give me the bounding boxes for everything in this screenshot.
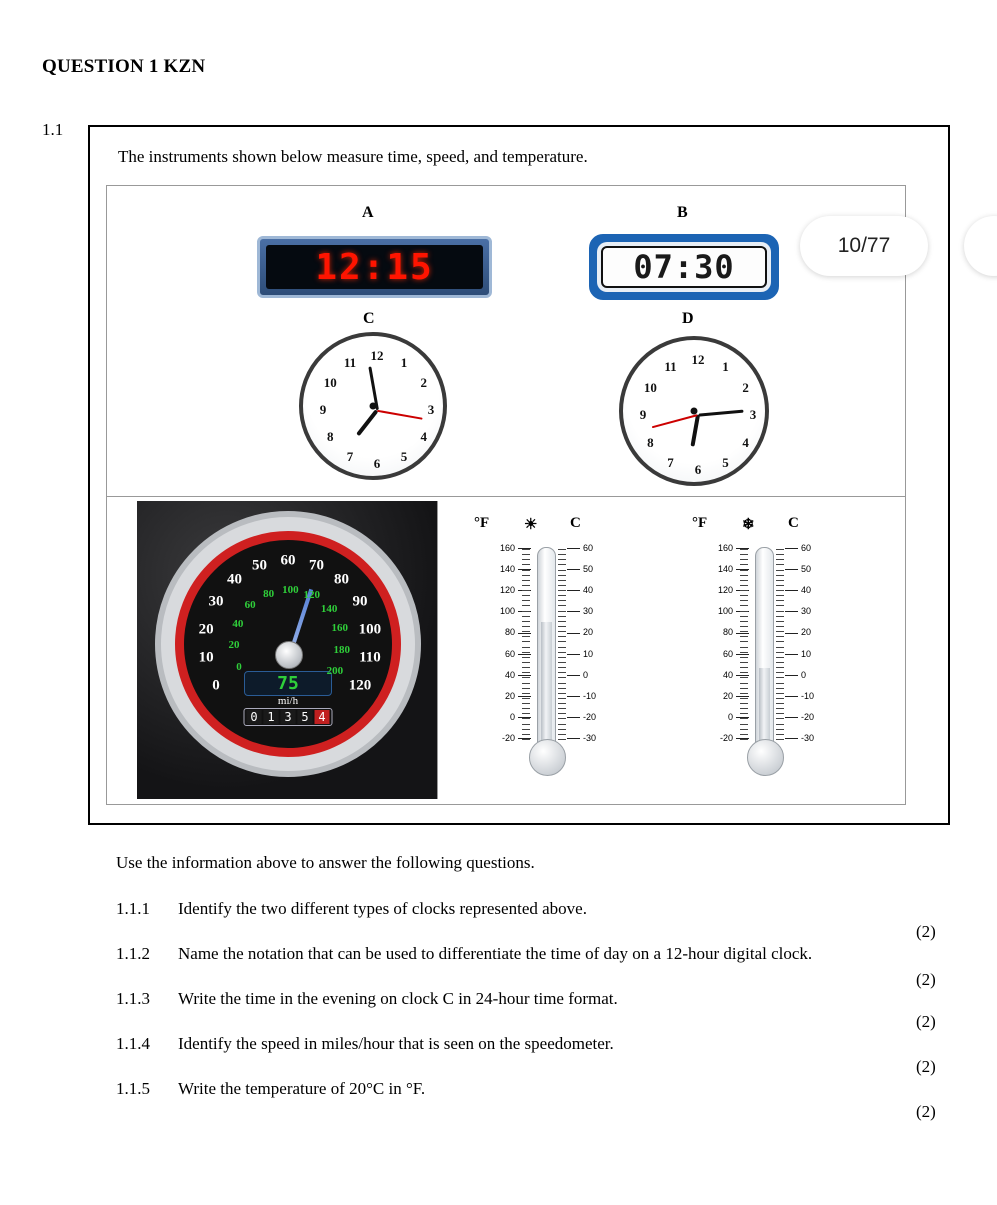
digital-clock-b (589, 234, 779, 300)
thermometer-minor-tick (776, 631, 784, 632)
clock-minute-hand (698, 410, 743, 417)
thermometer-minor-tick (776, 559, 784, 560)
odometer-digit: 4 (315, 710, 330, 724)
thermometer-minor-tick (776, 667, 784, 668)
thermometer-minor-tick (740, 724, 748, 725)
thermometer-minor-tick (740, 708, 748, 709)
clock-d-center (691, 408, 698, 415)
thermometer-minor-tick (522, 703, 530, 704)
clock-label-c: C (363, 310, 375, 327)
thermometer-minor-tick (558, 718, 566, 719)
thermometer-warm-header (452, 515, 662, 541)
thermometer-minor-tick (522, 734, 530, 735)
speedometer-mph-label: 40 (227, 571, 243, 588)
clock-hour-number: 9 (319, 402, 327, 417)
question-item-text: Name the notation that can be used to differentiate the time of day on a 12-hour digital clock. (178, 943, 813, 963)
thermometer-minor-tick (740, 616, 748, 617)
speedometer-kmh-label: 140 (320, 602, 338, 615)
question-item-marks: (2) (916, 1056, 936, 1076)
speedometer-face (175, 531, 401, 757)
thermometer-minor-tick (776, 647, 784, 648)
thermometer-minor-tick (558, 698, 566, 699)
question-item-text: Write the temperature of 20°C in °F. (178, 1078, 426, 1098)
thermometer-minor-tick (558, 677, 566, 678)
thermometer-minor-tick (776, 688, 784, 689)
box-intro-text: The instruments shown below measure time, speed, and temperature. (118, 147, 588, 166)
thermometer-minor-tick (558, 734, 566, 735)
odometer-digit: 3 (281, 710, 296, 724)
thermometer-minor-tick (776, 621, 784, 622)
thermometer-minor-tick (522, 672, 530, 673)
speedometer-kmh-label: 180 (333, 644, 350, 657)
thermometer-minor-tick (740, 734, 748, 735)
clock-hour-number: 1 (722, 359, 729, 375)
thermometer-minor-tick (522, 590, 530, 591)
thermometer-minor-tick (776, 672, 784, 673)
speedometer-kmh-label: 100 (282, 583, 299, 596)
thermometer-warm-bulb (529, 739, 566, 776)
speedometer-mph-label: 90 (352, 593, 368, 610)
clock-hour-number: 2 (742, 379, 749, 395)
page-indicator[interactable]: 10/77 (800, 216, 928, 276)
thermometer-cold (670, 515, 880, 785)
digital-clock-a-screen (266, 245, 483, 289)
thermometer-minor-tick (776, 600, 784, 601)
thermometer-minor-tick (740, 647, 748, 648)
clock-hour-number: 10 (643, 379, 657, 395)
thermometer-minor-tick (522, 554, 530, 555)
clock-hour-number: 10 (323, 375, 337, 390)
odometer (244, 708, 333, 726)
question-list (116, 898, 956, 1123)
instruments-row (107, 496, 905, 804)
speedometer-mph-label: 20 (198, 621, 214, 638)
speedometer-kmh-label: 160 (331, 622, 348, 635)
thermometer-minor-tick (558, 580, 566, 581)
thermometer-minor-tick (522, 739, 530, 740)
thermometer-minor-tick (740, 575, 748, 576)
thermometer-minor-tick (776, 713, 784, 714)
thermometer-minor-tick (740, 729, 748, 730)
thermometer-minor-tick (522, 713, 530, 714)
clock-hour-number: 6 (373, 456, 381, 471)
thermometer-minor-tick (776, 708, 784, 709)
thermometer-minor-tick (558, 549, 566, 550)
thermometer-cold-tube (755, 547, 774, 743)
clock-a-time: 12:15 (315, 246, 434, 288)
thermometer-minor-tick (740, 688, 748, 689)
thermometer-minor-tick (522, 693, 530, 694)
thermometer-minor-tick (522, 688, 530, 689)
thermometer-minor-tick (558, 688, 566, 689)
speedometer-kmh-label: 200 (326, 665, 344, 678)
question-item (116, 943, 956, 989)
thermometer-minor-tick (740, 657, 748, 658)
thermometer-minor-tick (776, 724, 784, 725)
thermometer-minor-tick (740, 585, 748, 586)
page-title: QUESTION 1 KZN (42, 56, 206, 77)
question-item (116, 1078, 956, 1121)
thermometer-minor-tick (740, 621, 748, 622)
speedometer-hub (275, 641, 303, 669)
thermometer-minor-tick (776, 580, 784, 581)
thermometer-minor-tick (558, 683, 566, 684)
question-number: 1.1 (42, 120, 64, 139)
question-item-number: 1.1.4 (116, 1033, 150, 1053)
thermometer-minor-tick (522, 605, 530, 606)
thermometer-minor-tick (776, 641, 784, 642)
thermometer-minor-tick (740, 605, 748, 606)
thermometer-minor-tick (776, 575, 784, 576)
thermometer-cold-bulb (747, 739, 784, 776)
thermometer-minor-tick (558, 590, 566, 591)
thermometer-warm (452, 515, 662, 785)
clock-hour-number: 12 (691, 352, 705, 367)
thermometer-minor-tick (740, 595, 748, 596)
clock-label-a: A (362, 204, 374, 221)
speedometer-kmh-label: 40 (232, 617, 244, 630)
thermometer-warm-tube (537, 547, 556, 743)
thermometer-minor-tick (740, 580, 748, 581)
speedometer-mph-label: 30 (208, 593, 224, 610)
thermometer-minor-tick (522, 626, 530, 627)
thermometer-minor-tick (558, 595, 566, 596)
thermometer-minor-tick (776, 729, 784, 730)
thermometer-minor-tick (522, 647, 530, 648)
speedometer-mph-label: 0 (212, 677, 220, 694)
clock-hour-number: 6 (694, 462, 702, 477)
thermometer-minor-tick (740, 636, 748, 637)
thermometer-minor-tick (522, 662, 530, 663)
speedometer-readout: 75 (244, 671, 332, 696)
question-item-text: Identify the speed in miles/hour that is seen on the speedometer. (178, 1033, 614, 1053)
thermometer-minor-tick (740, 667, 748, 668)
snowflake-icon: ❄ (742, 517, 755, 533)
thermometer-warm-f-label: °F (474, 515, 490, 531)
thermometer-minor-tick (558, 585, 566, 586)
clock-hour-number: 5 (722, 454, 729, 470)
thermometer-minor-tick (522, 724, 530, 725)
thermometer-cold-f-label: °F (692, 515, 708, 531)
analog-clock-d (619, 336, 769, 486)
thermometer-minor-tick (522, 570, 530, 571)
thermometer-minor-tick (558, 713, 566, 714)
clock-hour-number: 9 (639, 407, 647, 422)
clock-hour-number: 7 (346, 448, 354, 464)
thermometer-cold-header (670, 515, 880, 541)
thermometer-minor-tick (776, 595, 784, 596)
figure-frame (106, 185, 906, 805)
thermometer-minor-tick (558, 662, 566, 663)
clock-hour-number: 4 (420, 429, 427, 444)
thermometer-minor-tick (740, 683, 748, 684)
thermometer-minor-tick (740, 713, 748, 714)
thermometer-panel (437, 501, 905, 799)
thermometer-minor-tick (558, 708, 566, 709)
thermometer-minor-tick (740, 677, 748, 678)
clock-hour-number: 1 (400, 355, 408, 371)
clock-hour-number: 4 (742, 434, 749, 450)
thermometer-minor-tick (776, 605, 784, 606)
speedometer-mph-label: 10 (198, 649, 214, 666)
thermometer-minor-tick (740, 662, 748, 663)
thermometer-minor-tick (522, 641, 530, 642)
speedometer-kmh-label: 20 (228, 639, 240, 652)
thermometer-minor-tick (740, 718, 748, 719)
thermometer-minor-tick (776, 626, 784, 627)
thermometer-minor-tick (558, 703, 566, 704)
question-item (116, 898, 956, 941)
odometer-digit: 5 (298, 710, 313, 724)
digital-clock-b-screen (601, 246, 767, 288)
thermometer-minor-tick (522, 600, 530, 601)
clock-label-b: B (677, 204, 688, 221)
thermometer-minor-tick (740, 549, 748, 550)
thermometer-minor-tick (740, 698, 748, 699)
thermometer-minor-tick (522, 575, 530, 576)
thermometer-minor-tick (558, 652, 566, 653)
thermometer-cold-c-label: C (788, 515, 799, 531)
question-item (116, 988, 956, 1031)
speedometer-kmh-label: 0 (236, 660, 242, 673)
speedometer-mph-label: 70 (308, 557, 324, 574)
clock-hour-number: 8 (326, 429, 334, 444)
thermometer-minor-tick (522, 611, 530, 612)
speedometer-mph-label: 60 (280, 552, 296, 569)
speedometer-kmh-label: 120 (303, 589, 320, 602)
thermometer-minor-tick (522, 677, 530, 678)
clock-hour-hand (690, 415, 699, 447)
digital-clock-b-bezel (597, 242, 771, 292)
speedometer-panel (137, 501, 437, 799)
question-item-number: 1.1.5 (116, 1078, 150, 1098)
thermometer-minor-tick (558, 636, 566, 637)
thermometer-minor-tick (522, 718, 530, 719)
thermometer-minor-tick (740, 631, 748, 632)
speedometer-mph-label: 50 (252, 557, 268, 574)
thermometer-minor-tick (522, 652, 530, 653)
odometer-digit: 1 (264, 710, 279, 724)
clock-hour-number: 3 (749, 407, 757, 422)
use-info-text: Use the information above to answer the following questions. (116, 853, 535, 872)
speedometer-unit: mi/h (277, 694, 299, 707)
thermometer-minor-tick (558, 575, 566, 576)
analog-clock-c (299, 332, 447, 480)
thermometer-minor-tick (522, 667, 530, 668)
thermometer-minor-tick (558, 626, 566, 627)
question-item-text: Identify the two different types of clocks represented above. (178, 899, 587, 918)
thermometer-minor-tick (776, 683, 784, 684)
thermometer-minor-tick (558, 616, 566, 617)
thermometer-minor-tick (740, 590, 748, 591)
thermometer-minor-tick (740, 600, 748, 601)
thermometer-minor-tick (522, 708, 530, 709)
question-item-marks: (2) (916, 1101, 936, 1121)
thermometer-minor-tick (776, 564, 784, 565)
thermometer-minor-tick (776, 549, 784, 550)
speedometer-mph-label: 80 (333, 571, 349, 588)
thermometer-minor-tick (558, 724, 566, 725)
thermometer-minor-tick (776, 554, 784, 555)
question-item-number: 1.1.1 (116, 899, 150, 918)
thermometer-minor-tick (740, 554, 748, 555)
clock-hour-number: 2 (420, 375, 427, 390)
clock-hour-number: 11 (343, 355, 357, 371)
thermometer-minor-tick (522, 580, 530, 581)
question-item-marks: (2) (916, 921, 936, 941)
thermometer-warm-mercury (541, 622, 552, 742)
thermometer-minor-tick (776, 616, 784, 617)
sun-icon: ☀ (524, 517, 538, 533)
clock-hour-number: 12 (370, 348, 384, 363)
thermometer-minor-tick (740, 564, 748, 565)
thermometer-minor-tick (776, 585, 784, 586)
thermometer-minor-tick (558, 570, 566, 571)
thermometer-minor-tick (558, 600, 566, 601)
clock-second-hand (377, 409, 423, 419)
thermometer-minor-tick (558, 554, 566, 555)
thermometer-minor-tick (558, 621, 566, 622)
thermometer-minor-tick (776, 718, 784, 719)
thermometer-minor-tick (522, 585, 530, 586)
clock-hour-number: 3 (427, 402, 435, 417)
digital-clock-a (257, 236, 492, 298)
thermometer-minor-tick (558, 693, 566, 694)
question-item-text: Write the time in the evening on clock C in 24-hour time format. (178, 988, 618, 1008)
thermometer-minor-tick (740, 641, 748, 642)
clock-label-d: D (682, 310, 694, 327)
speedometer-mph-label: 120 (348, 677, 372, 694)
page-indicator-next[interactable] (964, 216, 997, 276)
speedometer-mph-label: 100 (358, 621, 382, 638)
question-item-number: 1.1.2 (116, 943, 150, 963)
thermometer-minor-tick (740, 693, 748, 694)
thermometer-minor-tick (776, 734, 784, 735)
speedometer-mph-label: 110 (359, 649, 381, 666)
thermometer-minor-tick (558, 564, 566, 565)
thermometer-warm-body: 160 140 120 100 80 60 40 20 0 -20 60 50 40 30 20 10 0 -10 -20 -30 (452, 541, 662, 781)
thermometer-minor-tick (522, 559, 530, 560)
thermometer-minor-tick (558, 559, 566, 560)
clock-b-time: 07:30 (633, 248, 735, 286)
thermometer-minor-tick (558, 647, 566, 648)
thermometer-minor-tick (558, 729, 566, 730)
thermometer-minor-tick (776, 570, 784, 571)
thermometer-minor-tick (740, 611, 748, 612)
clock-second-hand (652, 414, 698, 428)
odometer-digit: 0 (247, 710, 262, 724)
thermometer-minor-tick (522, 616, 530, 617)
thermometer-minor-tick (776, 662, 784, 663)
thermometer-minor-tick (522, 631, 530, 632)
thermometer-minor-tick (558, 605, 566, 606)
thermometer-minor-tick (558, 667, 566, 668)
thermometer-warm-c-label: C (570, 515, 581, 531)
thermometer-minor-tick (776, 677, 784, 678)
thermometer-minor-tick (522, 729, 530, 730)
question-item (116, 1033, 956, 1076)
thermometer-minor-tick (522, 549, 530, 550)
thermometer-minor-tick (558, 672, 566, 673)
thermometer-minor-tick (776, 657, 784, 658)
question-item-marks: (2) (916, 969, 936, 989)
thermometer-minor-tick (740, 652, 748, 653)
thermometer-minor-tick (740, 626, 748, 627)
thermometer-minor-tick (776, 611, 784, 612)
thermometer-minor-tick (776, 590, 784, 591)
thermometer-minor-tick (522, 683, 530, 684)
thermometer-minor-tick (558, 739, 566, 740)
thermometer-minor-tick (522, 657, 530, 658)
thermometer-cold-body: 160 140 120 100 80 60 40 20 0 -20 60 50 40 30 20 10 0 -10 -20 -30 (670, 541, 880, 781)
thermometer-minor-tick (776, 652, 784, 653)
thermometer-minor-tick (522, 564, 530, 565)
thermometer-minor-tick (558, 631, 566, 632)
thermometer-minor-tick (776, 636, 784, 637)
thermometer-minor-tick (740, 559, 748, 560)
speedometer (155, 511, 421, 777)
thermometer-minor-tick (522, 636, 530, 637)
thermometer-minor-tick (776, 703, 784, 704)
clock-hour-number: 7 (667, 454, 674, 470)
speedometer-kmh-label: 80 (263, 587, 275, 600)
clock-hour-number: 5 (400, 448, 408, 464)
thermometer-minor-tick (776, 698, 784, 699)
thermometer-minor-tick (740, 703, 748, 704)
thermometer-minor-tick (740, 672, 748, 673)
question-item-marks: (2) (916, 1011, 936, 1031)
thermometer-minor-tick (522, 698, 530, 699)
thermometer-minor-tick (776, 693, 784, 694)
thermometer-minor-tick (558, 641, 566, 642)
thermometer-minor-tick (558, 611, 566, 612)
thermometer-minor-tick (558, 657, 566, 658)
speedometer-kmh-label: 60 (244, 599, 256, 612)
thermometer-minor-tick (522, 595, 530, 596)
thermometer-cold-mercury (759, 668, 770, 742)
clock-hour-number: 11 (664, 359, 677, 375)
question-item-number: 1.1.3 (116, 988, 150, 1008)
clock-hour-number: 8 (647, 434, 654, 450)
thermometer-minor-tick (740, 739, 748, 740)
clock-hour-hand (356, 409, 378, 436)
thermometer-minor-tick (776, 739, 784, 740)
thermometer-minor-tick (740, 570, 748, 571)
thermometer-minor-tick (522, 621, 530, 622)
